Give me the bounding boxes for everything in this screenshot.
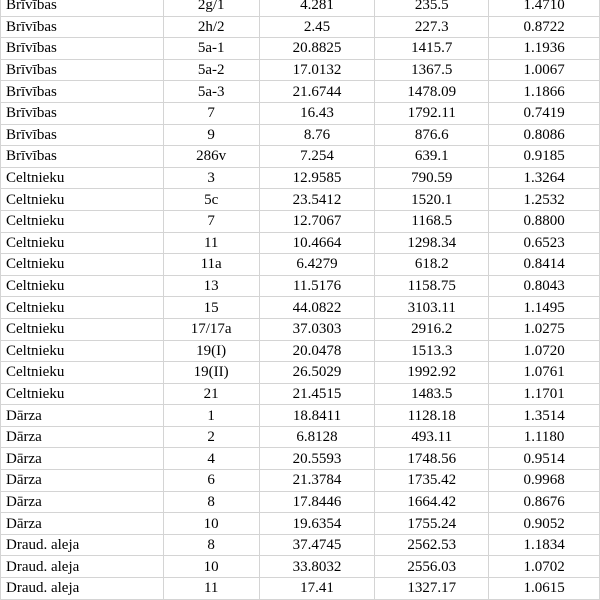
value-b-cell[interactable]: 2556.03 (375, 556, 489, 578)
value-a-cell[interactable]: 18.8411 (259, 405, 375, 427)
street-cell[interactable]: Celtnieku (1, 254, 164, 276)
street-cell[interactable]: Dārza (1, 405, 164, 427)
table-row (1, 383, 600, 405)
value-b-cell[interactable]: 876.6 (375, 124, 489, 146)
value-b-cell[interactable]: 1367.5 (375, 59, 489, 81)
house-number-cell[interactable]: 17/17a (163, 318, 259, 340)
street-cell[interactable]: Brīvības (1, 59, 164, 81)
ratio-cell[interactable]: 1.3264 (489, 167, 600, 189)
ratio-cell[interactable]: 1.1834 (489, 534, 600, 556)
value-a-cell[interactable]: 20.0478 (259, 340, 375, 362)
house-number-cell[interactable]: 1 (163, 405, 259, 427)
ratio-cell[interactable]: 1.1936 (489, 38, 600, 60)
table-row (1, 210, 600, 232)
street-cell[interactable]: Dārza (1, 491, 164, 513)
ratio-cell[interactable]: 1.0615 (489, 578, 600, 600)
value-b-cell[interactable]: 227.3 (375, 16, 489, 38)
table-row (1, 102, 600, 124)
ratio-cell[interactable]: 1.4710 (489, 0, 600, 16)
table-row (1, 124, 600, 146)
house-number-cell[interactable]: 11 (163, 578, 259, 600)
value-a-cell[interactable]: 16.43 (259, 102, 375, 124)
street-cell[interactable]: Celtnieku (1, 318, 164, 340)
value-a-cell[interactable]: 37.0303 (259, 318, 375, 340)
value-a-cell[interactable]: 21.4515 (259, 383, 375, 405)
table-row (1, 146, 600, 168)
value-a-cell[interactable]: 10.4664 (259, 232, 375, 254)
house-number-cell[interactable]: 19(I) (163, 340, 259, 362)
value-a-cell[interactable]: 23.5412 (259, 189, 375, 211)
house-number-cell[interactable]: 2g/1 (163, 0, 259, 16)
value-b-cell[interactable]: 3103.11 (375, 297, 489, 319)
value-b-cell[interactable]: 2562.53 (375, 534, 489, 556)
street-cell[interactable]: Dārza (1, 426, 164, 448)
table-row (1, 340, 600, 362)
value-a-cell[interactable]: 8.76 (259, 124, 375, 146)
value-a-cell[interactable]: 12.9585 (259, 167, 375, 189)
table-row (1, 534, 600, 556)
ratio-cell[interactable]: 1.0702 (489, 556, 600, 578)
table-row (1, 426, 600, 448)
value-b-cell[interactable]: 1735.42 (375, 470, 489, 492)
table-row (1, 16, 600, 38)
ratio-cell[interactable]: 0.8676 (489, 491, 600, 513)
ratio-cell[interactable]: 0.6523 (489, 232, 600, 254)
ratio-cell[interactable]: 0.9185 (489, 146, 600, 168)
value-a-cell[interactable]: 6.4279 (259, 254, 375, 276)
ratio-cell[interactable]: 1.3514 (489, 405, 600, 427)
table-row (1, 448, 600, 470)
ratio-cell[interactable]: 0.9968 (489, 470, 600, 492)
value-b-cell[interactable]: 1992.92 (375, 362, 489, 384)
street-cell[interactable]: Brīvības (1, 16, 164, 38)
table-row (1, 254, 600, 276)
street-cell[interactable]: Dārza (1, 448, 164, 470)
house-number-cell[interactable]: 11a (163, 254, 259, 276)
value-a-cell[interactable]: 11.5176 (259, 275, 375, 297)
ratio-cell[interactable]: 0.7419 (489, 102, 600, 124)
value-a-cell[interactable]: 17.8446 (259, 491, 375, 513)
ratio-cell[interactable]: 0.8800 (489, 210, 600, 232)
street-cell[interactable]: Draud. aleja (1, 556, 164, 578)
ratio-cell[interactable]: 1.0761 (489, 362, 600, 384)
house-number-cell[interactable]: 19(II) (163, 362, 259, 384)
value-a-cell[interactable]: 6.8128 (259, 426, 375, 448)
value-a-cell[interactable]: 20.8825 (259, 38, 375, 60)
value-a-cell[interactable]: 21.6744 (259, 81, 375, 103)
value-a-cell[interactable]: 20.5593 (259, 448, 375, 470)
ratio-cell[interactable]: 0.8086 (489, 124, 600, 146)
ratio-cell[interactable]: 0.9514 (489, 448, 600, 470)
street-cell[interactable]: Celtnieku (1, 362, 164, 384)
value-b-cell[interactable]: 1415.7 (375, 38, 489, 60)
street-cell[interactable]: Draud. aleja (1, 534, 164, 556)
ratio-cell[interactable]: 1.1180 (489, 426, 600, 448)
house-number-cell[interactable]: 5a-1 (163, 38, 259, 60)
value-b-cell[interactable]: 2916.2 (375, 318, 489, 340)
house-number-cell[interactable]: 2 (163, 426, 259, 448)
ratio-cell[interactable]: 1.1495 (489, 297, 600, 319)
value-b-cell[interactable]: 1158.75 (375, 275, 489, 297)
street-cell[interactable]: Celtnieku (1, 275, 164, 297)
value-b-cell[interactable]: 1478.09 (375, 81, 489, 103)
ratio-cell[interactable]: 1.1701 (489, 383, 600, 405)
value-b-cell[interactable]: 1755.24 (375, 513, 489, 535)
value-b-cell[interactable]: 1483.5 (375, 383, 489, 405)
table-row (1, 59, 600, 81)
house-number-cell[interactable]: 2h/2 (163, 16, 259, 38)
value-a-cell[interactable]: 26.5029 (259, 362, 375, 384)
house-number-cell[interactable]: 8 (163, 534, 259, 556)
house-number-cell[interactable]: 3 (163, 167, 259, 189)
ratio-cell[interactable]: 1.0275 (489, 318, 600, 340)
table-row (1, 297, 600, 319)
table-row (1, 405, 600, 427)
street-cell[interactable]: Celtnieku (1, 383, 164, 405)
street-cell[interactable]: Celtnieku (1, 189, 164, 211)
value-b-cell[interactable]: 1792.11 (375, 102, 489, 124)
street-cell[interactable]: Dārza (1, 470, 164, 492)
value-b-cell[interactable]: 618.2 (375, 254, 489, 276)
value-b-cell[interactable]: 1298.34 (375, 232, 489, 254)
house-number-cell[interactable]: 5a-3 (163, 81, 259, 103)
house-number-cell[interactable]: 10 (163, 556, 259, 578)
house-number-cell[interactable]: 11 (163, 232, 259, 254)
value-a-cell[interactable]: 44.0822 (259, 297, 375, 319)
house-number-cell[interactable]: 13 (163, 275, 259, 297)
table-row (1, 38, 600, 60)
street-cell[interactable]: Draud. aleja (1, 578, 164, 600)
street-cell[interactable]: Dārza (1, 513, 164, 535)
street-cell[interactable]: Brīvības (1, 0, 164, 16)
value-a-cell[interactable]: 37.4745 (259, 534, 375, 556)
value-b-cell[interactable]: 1327.17 (375, 578, 489, 600)
table-row (1, 167, 600, 189)
value-b-cell[interactable]: 1664.42 (375, 491, 489, 513)
ratio-cell[interactable]: 0.8414 (489, 254, 600, 276)
value-b-cell[interactable]: 1520.1 (375, 189, 489, 211)
table-row (1, 362, 600, 384)
value-b-cell[interactable]: 1128.18 (375, 405, 489, 427)
table-row (1, 189, 600, 211)
house-number-cell[interactable]: 21 (163, 383, 259, 405)
value-a-cell[interactable]: 19.6354 (259, 513, 375, 535)
house-number-cell[interactable]: 6 (163, 470, 259, 492)
house-number-cell[interactable]: 7 (163, 210, 259, 232)
value-a-cell[interactable]: 17.0132 (259, 59, 375, 81)
value-b-cell[interactable]: 1168.5 (375, 210, 489, 232)
table-row (1, 470, 600, 492)
house-number-cell[interactable]: 10 (163, 513, 259, 535)
street-cell[interactable]: Celtnieku (1, 232, 164, 254)
value-a-cell[interactable]: 4.281 (259, 0, 375, 16)
value-a-cell[interactable]: 7.254 (259, 146, 375, 168)
value-a-cell[interactable]: 17.41 (259, 578, 375, 600)
value-b-cell[interactable]: 790.59 (375, 167, 489, 189)
table-row (1, 513, 600, 535)
house-number-cell[interactable]: 7 (163, 102, 259, 124)
ratio-cell[interactable]: 0.9052 (489, 513, 600, 535)
value-b-cell[interactable]: 235.5 (375, 0, 489, 16)
house-number-cell[interactable]: 8 (163, 491, 259, 513)
house-number-cell[interactable]: 4 (163, 448, 259, 470)
ratio-cell[interactable]: 0.8043 (489, 275, 600, 297)
table-body (1, 0, 600, 599)
table-row (1, 556, 600, 578)
ratio-cell[interactable]: 0.8722 (489, 16, 600, 38)
table-row (1, 0, 600, 16)
street-cell[interactable]: Brīvības (1, 81, 164, 103)
house-number-cell[interactable]: 5a-2 (163, 59, 259, 81)
table-row (1, 275, 600, 297)
table-row (1, 81, 600, 103)
ratio-cell[interactable]: 1.0720 (489, 340, 600, 362)
value-b-cell[interactable]: 1513.3 (375, 340, 489, 362)
street-cell[interactable]: Brīvības (1, 102, 164, 124)
value-b-cell[interactable]: 493.11 (375, 426, 489, 448)
street-cell[interactable]: Celtnieku (1, 297, 164, 319)
street-cell[interactable]: Brīvības (1, 38, 164, 60)
table-row (1, 491, 600, 513)
house-number-cell[interactable]: 286v (163, 146, 259, 168)
ratio-cell[interactable]: 1.2532 (489, 189, 600, 211)
street-cell[interactable]: Celtnieku (1, 210, 164, 232)
house-number-cell[interactable]: 15 (163, 297, 259, 319)
value-a-cell[interactable]: 21.3784 (259, 470, 375, 492)
value-a-cell[interactable]: 12.7067 (259, 210, 375, 232)
value-b-cell[interactable]: 639.1 (375, 146, 489, 168)
table-row (1, 232, 600, 254)
ratio-cell[interactable]: 1.0067 (489, 59, 600, 81)
value-b-cell[interactable]: 1748.56 (375, 448, 489, 470)
ratio-cell[interactable]: 1.1866 (489, 81, 600, 103)
table-row (1, 318, 600, 340)
house-number-cell[interactable]: 5c (163, 189, 259, 211)
street-cell[interactable]: Celtnieku (1, 340, 164, 362)
house-number-cell[interactable]: 9 (163, 124, 259, 146)
street-cell[interactable]: Brīvības (1, 124, 164, 146)
street-cell[interactable]: Brīvības (1, 146, 164, 168)
street-cell[interactable]: Celtnieku (1, 167, 164, 189)
value-a-cell[interactable]: 33.8032 (259, 556, 375, 578)
value-a-cell[interactable]: 2.45 (259, 16, 375, 38)
